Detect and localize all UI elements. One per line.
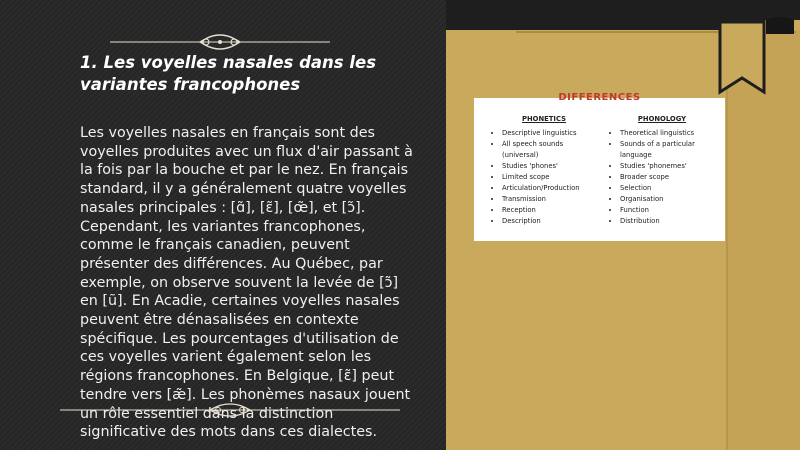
phonetics-column [488, 114, 600, 227]
inset-title: DIFFERENCES [558, 92, 641, 103]
phonetics-list [488, 128, 600, 227]
top-ornament [110, 32, 330, 52]
list-item: • Limited scope [502, 172, 600, 183]
list-item: • Sounds of a particular language [620, 139, 718, 161]
list-item: • Descriptive linguistics [502, 128, 600, 139]
list-item: • Reception [502, 205, 600, 216]
phonetics-phonology-image [474, 92, 725, 241]
list-item: • Transmission [502, 194, 600, 205]
list-item: • Articulation/Production [502, 183, 600, 194]
list-item: • Description [502, 216, 600, 227]
list-item: • Distribution [620, 216, 718, 227]
phonology-list [606, 128, 718, 227]
phonology-column [606, 114, 718, 227]
list-item: • Function [620, 205, 718, 216]
phonology-header: PHONOLOGY [637, 115, 687, 123]
list-item: • All speech sounds (universal) [502, 139, 600, 161]
list-item: • Studies 'phonemes' [620, 161, 718, 172]
list-item: • Organisation [620, 194, 718, 205]
list-item: • Theoretical linguistics [620, 128, 718, 139]
slide-body-text: Les voyelles nasales en français sont des voyelles produites avec un flux d'air passant à la fois par la bouche et par le nez. En français standard, il y a généralement quatre voyelles nasales principales : [ɑ̃], [ɛ̃], [œ̃], et [ɔ̃]. Cependant, les variantes francophones, comme le français canadien, peuvent présenter des différences. Au Québec, par exemple, on observe souvent la levée de [ɔ̃] en [ũ]. En Acadie, certaines voyelles nasales peuvent être dénasalisées en contexte spécifique. Les pourcentages d'utilisation de ces voyelles varient également selon les régions francophones. En Belgique, [ɛ̃] peut tendre vers [æ̃]. Les phonèmes nasaux jouent un rôle essentiel dans la distinction significative des mots dans ces dialectes. [80, 125, 413, 441]
list-item: • Broader scope [620, 172, 718, 183]
slide-title: 1. Les voyelles nasales dans les variantes francophones [80, 53, 377, 94]
bottom-ornament [60, 402, 400, 418]
list-item: • Selection [620, 183, 718, 194]
phonetics-header: PHONETICS [522, 115, 566, 123]
list-item: • Studies 'phones' [502, 161, 600, 172]
